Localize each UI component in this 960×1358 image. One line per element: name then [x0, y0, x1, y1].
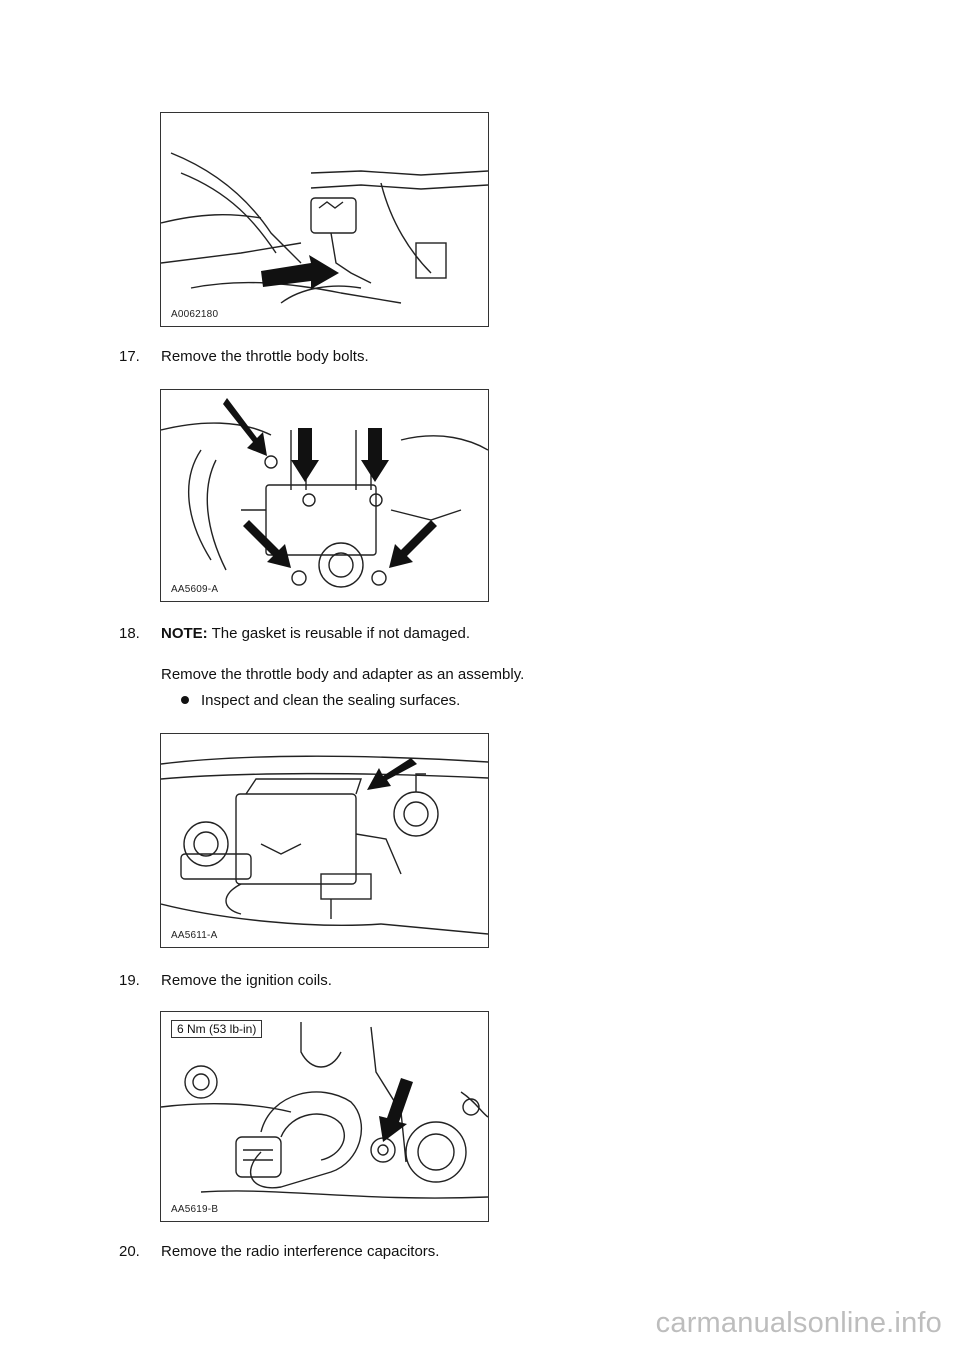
figure-4: [160, 1011, 489, 1222]
step-number: 18.: [119, 625, 140, 642]
step-text: Remove the throttle body bolts.: [161, 348, 369, 365]
step-text: Remove the radio interference capacitors.: [161, 1243, 440, 1260]
bullet-text: Inspect and clean the sealing surfaces.: [201, 692, 461, 709]
torque-callout: 6 Nm (53 lb-in): [171, 1020, 262, 1038]
figure-3: [160, 733, 489, 948]
figure-code: AA5611-A: [171, 930, 218, 941]
note: [161, 625, 470, 642]
step-number: 19.: [119, 972, 140, 989]
figure-1: [160, 112, 489, 327]
figure-code: A0062180: [171, 309, 219, 320]
step-18-instruction: Remove the throttle body and adapter as an assembly.: [161, 666, 525, 683]
figure-4-illustration: [161, 1012, 488, 1221]
bullet-icon: [181, 696, 189, 704]
figure-code: AA5609-A: [171, 584, 219, 595]
figure-2-illustration: [161, 390, 488, 601]
step-18-bullet: [181, 692, 460, 709]
figure-2: [160, 389, 489, 602]
figure-1-illustration: [161, 113, 488, 326]
step-number: 20.: [119, 1243, 140, 1260]
step-text: Remove the ignition coils.: [161, 972, 332, 989]
note-text: The gasket is reusable if not damaged.: [207, 625, 471, 642]
note-label: NOTE:: [161, 625, 208, 642]
figure-code: AA5619-B: [171, 1204, 219, 1215]
watermark: carmanualsonline.info: [655, 1307, 942, 1339]
figure-3-illustration: [161, 734, 488, 947]
step-number: 17.: [119, 348, 140, 365]
